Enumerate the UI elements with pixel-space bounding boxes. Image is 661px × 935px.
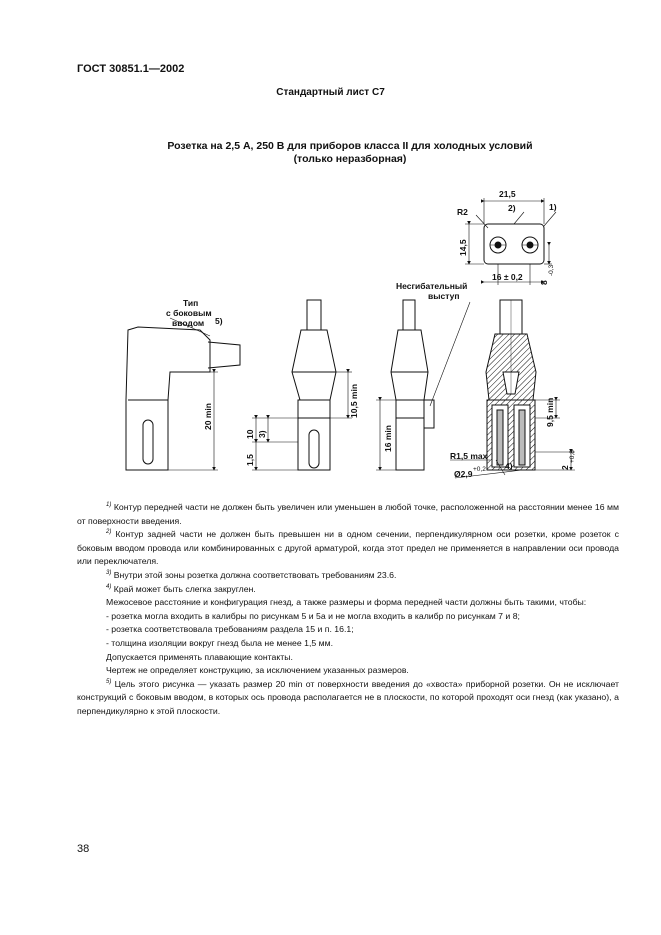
face-dim-21-5: 21,5 [499,189,516,199]
face-ref-2: 2) [508,203,516,213]
face-16: 16 ± 0,2 [492,272,523,282]
title-line-1: Розетка на 2,5 А, 250 В для приборов класса II для холодных условий [167,140,533,152]
nonflex-label-2: выступ [428,291,460,301]
note-1-text: Контур передней части не должен быть увеличен или уменьшен в любой точке, расположенной на расстоянии менее 16 мм от поверхности введения. [77,502,619,526]
dim-diam: Ø2,9 [454,469,473,479]
note-3 [77,569,619,583]
axial-paragraph: Межосевое расстояние и конфигурация гнезд, а также размеры и форма передней части должны быть такими, чтобы: [106,597,587,608]
floating-paragraph: Допускается применять плавающие контакты. [106,651,293,662]
note-4-text: Край может быть слегка закруглен. [113,583,256,594]
dim-16min: 16 min [383,425,393,452]
note-5-text: Цель этого рисунка — указать размер 20 min от поверхности введения до «хвоста» приборной розетки. Он не исключает конструкций с боковым вводом, в которых ось провода располагается не в плоскости, по которой проходят оси гнезд (как указано), а перпендикулярно к этой плоскости. [77,678,619,716]
side-type-label-3: вводом [172,318,205,328]
face-r2: R2 [457,207,468,217]
dim-20min: 20 min [203,403,213,430]
note-1-ref: 1) [106,502,112,508]
face-ref-1: 1) [549,202,557,212]
dim-9-5min: 9,5 min [545,397,555,427]
face-14-5: 14,5 [458,239,468,256]
note-4-ref: 4) [106,583,112,590]
dim-2-tol: +0,8 [569,450,576,463]
nonflex-label-1: Несгибательный [396,281,468,291]
ref-3: 3) [257,430,267,438]
dim-1-5: 1,5 [245,454,255,466]
side-type-label-2: с боковым [166,308,212,318]
side-entry-view [126,318,240,470]
note-2-ref: 2) [106,529,112,536]
sheet-title: Стандартный лист С7 [276,87,385,98]
title-line-2: (только неразборная) [293,153,407,165]
dim-10-5min: 10,5 min [349,383,359,418]
document-code: ГОСТ 30851.1—2002 [77,63,185,75]
dim-10: 10 [245,429,255,439]
note-4 [77,583,619,597]
note-3-text: Внутри этой зоны розетка должна соответствовать требованиям 23.6. [113,569,397,580]
note-5 [77,678,619,719]
face-8: 8 [539,280,549,285]
note-5-ref: 5) [106,678,112,685]
note-1 [77,501,619,528]
note-3-ref: 3) [106,569,112,576]
side-type-label-1: Тип [183,298,199,308]
dim-2: 2 [560,465,570,470]
side-type-ref: 5) [215,316,223,326]
note-2-text: Контур задней части не должен быть превышен ни в одном сечении, перпендикулярном оси розетки, кроме розеток с боковым вводом провода или комбинированных с другой арматурой, когда этот предел не применяется в направлении оси провода или переключателя. [77,529,619,567]
dim-ref-4: 4) [505,461,513,471]
list-item: - розетка могла входить в калибры по рисункам 5 и 5а и не могла входить в калибр по рисункам 7 и 8; [106,610,520,621]
front-view [252,300,352,470]
notes-section [77,501,619,719]
note-2 [77,528,619,569]
list-item: - розетка соответствовала требованиям раздела 15 и п. 16.1; [106,624,354,635]
dim-diam-tol: +0,2 [473,466,486,473]
drawing-paragraph: Чертеж не определяет конструкцию, за исключением указанных размеров. [106,665,409,676]
dim-r1-5max: R1,5 max [450,451,488,461]
page-number: 38 [77,843,90,855]
list-item: - толщина изоляции вокруг гнезд была не менее 1,5 мм. [106,637,333,648]
face-8-tol: -0,3 [548,264,555,276]
